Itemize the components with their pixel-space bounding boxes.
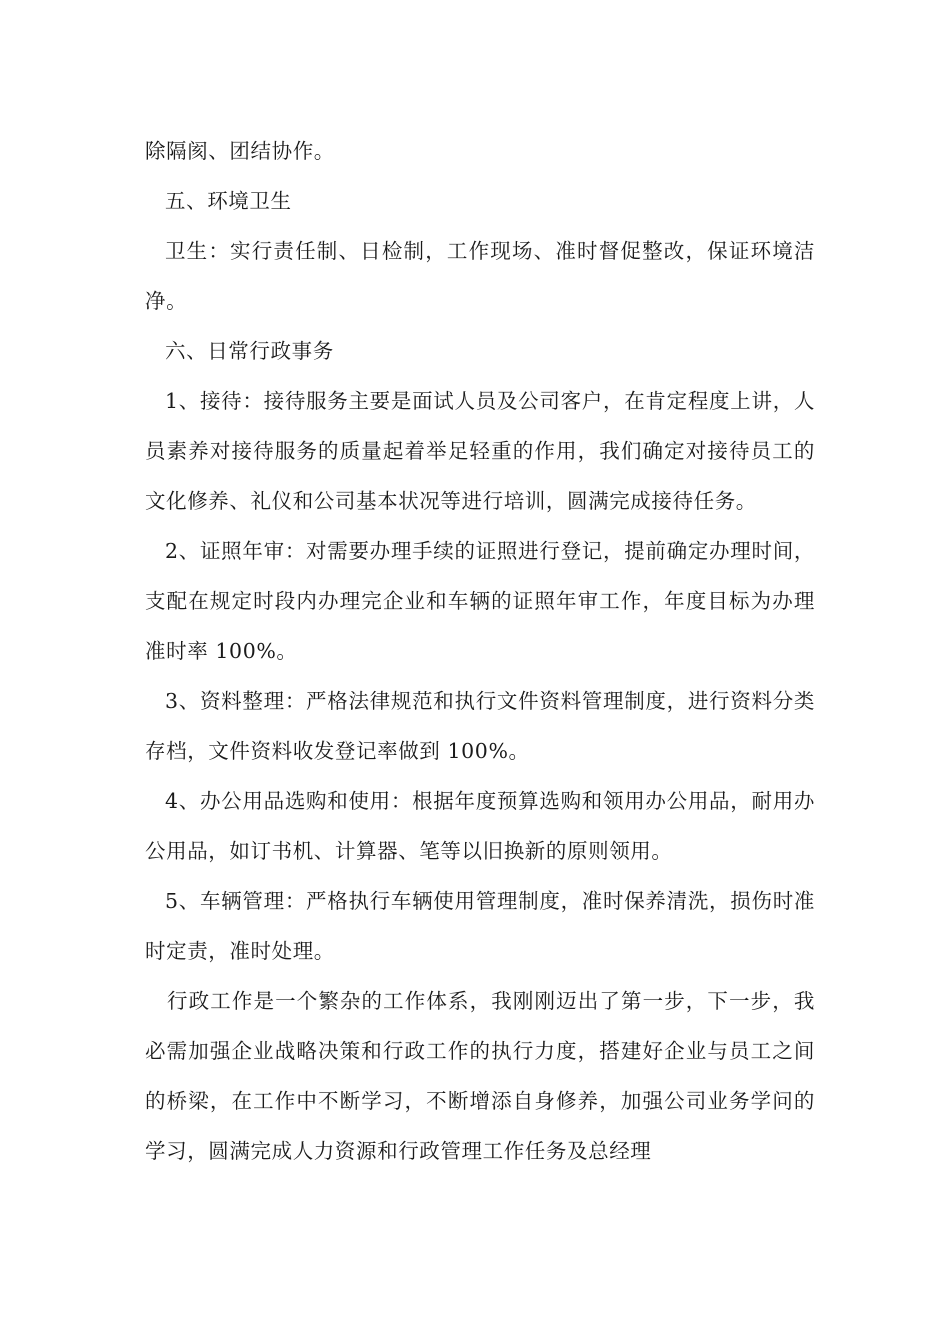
paragraph-hygiene: 卫生：实行责任制、日检制，工作现场、准时督促整改，保证环境洁净。 <box>145 239 815 313</box>
document-body <box>145 126 815 1176</box>
paragraph-vehicle-management: 5、车辆管理：严格执行车辆使用管理制度，准时保养清洗，损伤时准时定责，准时处理。 <box>145 889 815 963</box>
paragraph-reception: 1、接待：接待服务主要是面试人员及公司客户，在肯定程度上讲，人员素养对接待服务的质量起着举足轻重的作用，我们确定对接待员工的文化修养、礼仪和公司基本状况等进行培训，圆满完成接待任务。 <box>145 389 815 513</box>
paragraph-office-supplies: 4、办公用品选购和使用：根据年度预算选购和领用办公用品，耐用办公用品，如订书机、计算器、笔等以旧换新的原则领用。 <box>145 789 815 863</box>
paragraph-summary: 行政工作是一个繁杂的工作体系，我刚刚迈出了第一步，下一步，我必需加强企业战略决策和行政工作的执行力度，搭建好企业与员工之间的桥梁，在工作中不断学习，不断增添自身修养，加强公司业务学问的学习，圆满完成人力资源和行政管理工作任务及总经理 <box>145 989 815 1163</box>
section-heading-environment: 五、环境卫生 <box>165 189 292 213</box>
paragraph-license-review: 2、证照年审：对需要办理手续的证照进行登记，提前确定办理时间，支配在规定时段内办理完企业和车辆的证照年审工作，年度目标为办理准时率 100%。 <box>145 539 815 663</box>
paragraph-continuation: 除隔阂、团结协作。 <box>145 139 335 163</box>
section-heading-daily-affairs: 六、日常行政事务 <box>165 339 334 363</box>
paragraph-document-filing: 3、资料整理：严格法律规范和执行文件资料管理制度，进行资料分类存档，文件资料收发登记率做到 100%。 <box>145 689 815 763</box>
